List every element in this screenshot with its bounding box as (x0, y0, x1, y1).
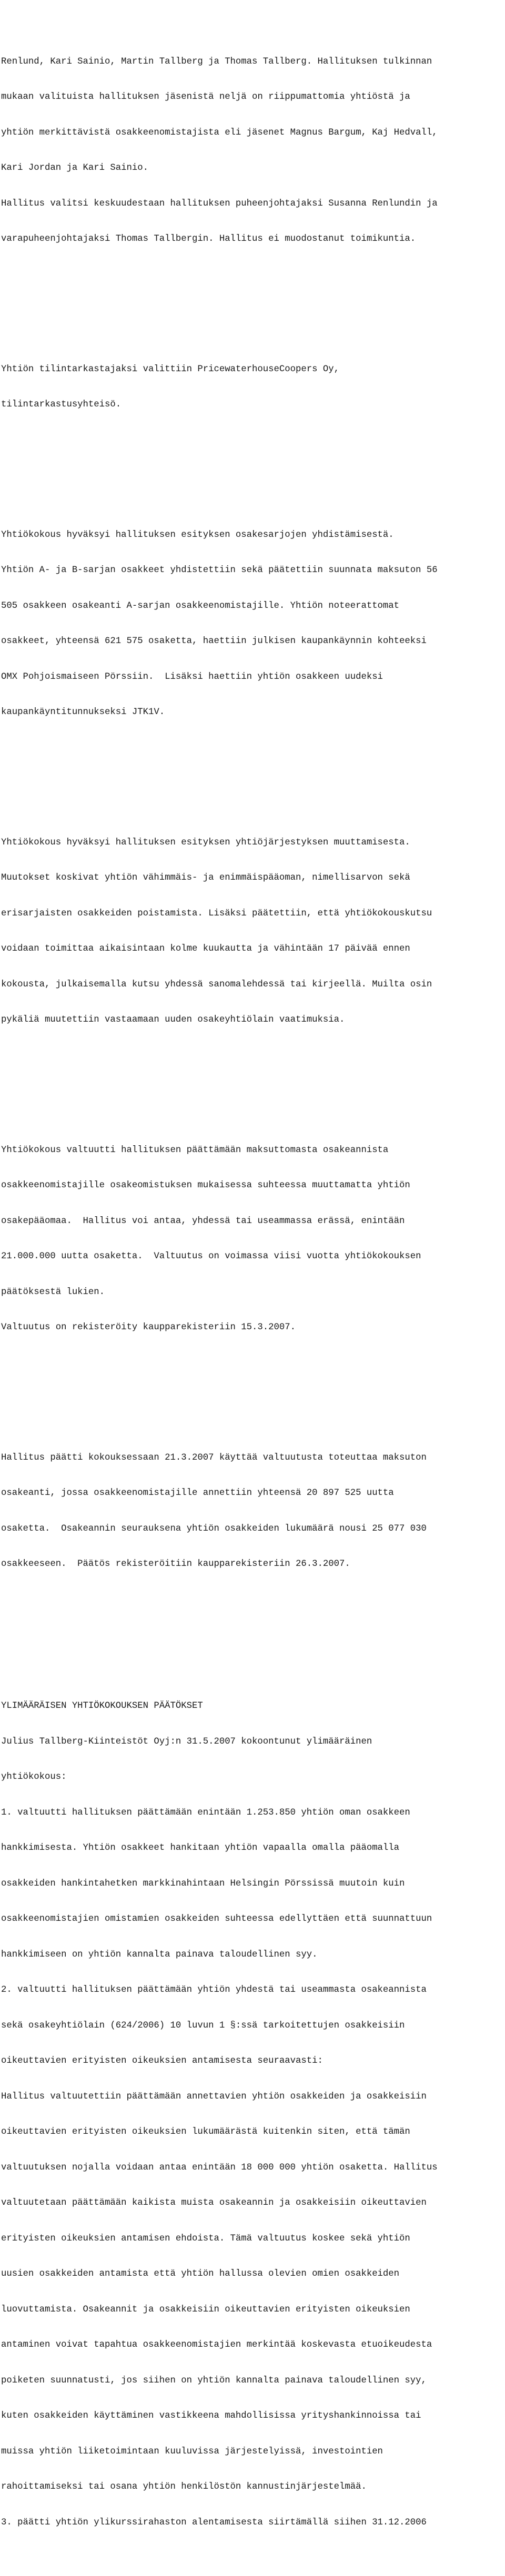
text-line: päätöksestä lukien. (1, 1287, 105, 1297)
text-line: Hallitus valitsi keskuudestaan hallituksen puheenjohtajaksi Susanna Renlundin ja (1, 198, 438, 209)
text-line: osaketta. Osakeannin seurauksena yhtiön osakkeiden lukumäärä nousi 25 077 030 (1, 1523, 427, 1534)
paragraph-share-series (1, 506, 505, 742)
text-line: Yhtiökokous hyväksyi hallituksen esityksen yhtiöjärjestyksen muuttamisesta. (1, 837, 410, 848)
text-line: voidaan toimittaa aikaisintaan kolme kuukautta ja vähintään 17 päivää ennen (1, 944, 410, 954)
text-line: oikeuttavien erityisten oikeuksien antamisesta seuraavasti: (1, 2056, 323, 2066)
text-line: yhtiön merkittävistä osakkeenomistajista eli jäsenet Magnus Bargum, Kaj Hedvall, (1, 127, 438, 138)
text-line: osakkeenomistajien omistamien osakkeiden suhteessa edellyttäen että suunnattuun (1, 1914, 432, 1924)
paragraph-spacer (1, 1074, 505, 1086)
text-line: poiketen suunnatusti, jos siihen on yhtiön kannalta painava taloudellinen syy, (1, 2375, 427, 2386)
text-line: OMX Pohjoismaiseen Pörssiin. Lisäksi haettiin yhtiön osakkeen uudeksi (1, 671, 383, 682)
text-line: Yhtiön tilintarkastajaksi valittiin PricewaterhouseCoopers Oy, (1, 364, 339, 374)
text-line: Hallitus päätti kokouksessaan 21.3.2007 käyttää valtuutusta toteuttaa maksuton (1, 1452, 427, 1463)
text-line: Julius Tallberg-Kiinteistöt Oyj:n 31.5.2007 kokoontunut ylimääräinen (1, 1736, 372, 1747)
text-line: Kari Jordan ja Kari Sainio. (1, 163, 149, 173)
text-line: osakeanti, jossa osakkeenomistajille annettiin yhteensä 20 897 525 uutta (1, 1488, 394, 1498)
text-line: osakepääomaa. Hallitus voi antaa, yhdessä tai useammassa erässä, enintään (1, 1216, 405, 1226)
text-line: varapuheenjohtajaksi Thomas Tallbergin. Hallitus ei muodostanut toimikuntia. (1, 234, 416, 244)
text-line: antaminen voivat tapahtua osakkeenomistajien merkintää koskevasta etuoikeudesta (1, 2340, 432, 2350)
paragraph-bonus-issue-authorization (1, 1121, 505, 1358)
text-line: uusien osakkeiden antamista että yhtiön hallussa olevien omien osakkeiden (1, 2269, 400, 2279)
paragraph-articles-amendment (1, 813, 505, 1050)
paragraph-spacer (1, 293, 505, 305)
text-line: kuten osakkeiden käyttäminen vastikkeena mahdollisissa yrityshankinnoissa tai (1, 2411, 421, 2421)
text-line: osakkeet, yhteensä 621 575 osaketta, haettiin julkisen kaupankäynnin kohteeksi (1, 636, 427, 646)
paragraph-share-issue-decision (1, 1429, 505, 1594)
text-line: osakkeenomistajille osakeomistuksen mukaisessa suhteessa muuttamatta yhtiön (1, 1180, 410, 1190)
text-line: rahoittamiseksi tai osana yhtiön henkilöstön kannustinjärjestelmää. (1, 2482, 367, 2492)
text-line: valtuutuksen nojalla voidaan antaa enintään 18 000 000 yhtiön osaketta. Hallitus (1, 2162, 438, 2173)
text-line: Yhtiökokous hyväksyi hallituksen esityksen osakesarjojen yhdistämisestä. (1, 530, 394, 540)
text-line: 505 osakkeen osakeanti A-sarjan osakkeenomistajille. Yhtiön noteerattomat (1, 600, 400, 611)
text-line: Muutokset koskivat yhtiön vähimmäis- ja enimmäispääoman, nimellisarvon sekä (1, 873, 410, 883)
document-page (1, 0, 505, 2576)
text-line: kokousta, julkaisemalla kutsu yhdessä sanomalehdessä tai kirjeellä. Muilta osin (1, 979, 432, 990)
paragraph-spacer (1, 766, 505, 778)
text-line: luovuttamista. Osakeannit ja osakkeisiin oikeuttavien erityisten oikeuksien (1, 2304, 410, 2315)
text-line: tilintarkastusyhteisö. (1, 400, 122, 410)
text-line: sekä osakeyhtiölain (624/2006) 10 luvun 1 §:ssä tarkoitettujen osakkeisiin (1, 2020, 405, 2031)
text-line: 21.000.000 uutta osaketta. Valtuutus on voimassa viisi vuotta yhtiökokouksen (1, 1251, 421, 1261)
text-line: hankkimisesta. Yhtiön osakkeet hankitaan yhtiön vapaalla omalla pääomalla (1, 1843, 400, 1853)
text-line: kaupankäyntitunnukseksi JTK1V. (1, 707, 165, 717)
paragraph-board-composition (1, 33, 505, 269)
text-line: 2. valtuutti hallituksen päättämään yhtiön yhdestä tai useammasta osakeannista (1, 1985, 427, 1995)
text-line: pykäliä muutettiin vastaamaan uuden osakeyhtiölain vaatimuksia. (1, 1015, 345, 1025)
text-line: valtuutetaan päättämään kaikista muista osakeannin ja osakkeisiin oikeuttavien (1, 2198, 427, 2208)
text-line: muissa yhtiön liiketoimintaan kuuluvissa järjestelyissä, investointien (1, 2446, 383, 2457)
text-line: erityisten oikeuksien antamisen ehdoista. Tämä valtuutus koskee sekä yhtiön (1, 2233, 410, 2244)
text-line: erisarjaisten osakkeiden poistamista. Lisäksi päätettiin, että yhtiökokouskutsu (1, 908, 432, 919)
text-line: 3. päätti yhtiön ylikurssirahaston alentamisesta siirtämällä siihen 31.12.2006 (1, 2517, 427, 2528)
text-line: Renlund, Kari Sainio, Martin Tallberg ja Thomas Tallberg. Hallituksen tulkinnan (1, 56, 432, 67)
text-line: mukaan valituista hallituksen jäsenistä neljä on riippumattomia yhtiöstä ja (1, 92, 410, 102)
text-line: Yhtiön A- ja B-sarjan osakkeet yhdistettiin sekä päätettiin suunnata maksuton 56 (1, 565, 438, 575)
section-heading: YLIMÄÄRÄISEN YHTIÖKOKOUKSEN PÄÄTÖKSET (1, 1701, 203, 1711)
paragraph-spacer (1, 1381, 505, 1393)
text-line: Hallitus valtuutettiin päättämään annettavien yhtiön osakkeiden ja osakkeisiin (1, 2091, 427, 2102)
paragraph-auditor (1, 340, 505, 435)
text-line: Valtuutus on rekisteröity kaupparekisteriin 15.3.2007. (1, 1322, 296, 1332)
text-line: osakkeiden hankintahetken markkinahintaan Helsingin Pörssissä muutoin kuin (1, 1878, 405, 1889)
section-spacer (1, 1618, 505, 1642)
text-line: Yhtiökokous valtuutti hallituksen päättämään maksuttomasta osakeannista (1, 1145, 389, 1155)
paragraph-spacer (1, 459, 505, 471)
text-line: yhtiökokous: (1, 1772, 67, 1782)
text-line: oikeuttavien erityisten oikeuksien lukumäärästä kuitenkin siten, että tämän (1, 2127, 410, 2137)
text-line: hankkimiseen on yhtiön kannalta painava taloudellinen syy. (1, 1949, 318, 1960)
text-line: 1. valtuutti hallituksen päättämään enintään 1.253.850 yhtiön oman osakkeen (1, 1807, 410, 1818)
section-extraordinary-meeting (1, 1677, 505, 2552)
text-line: osakkeeseen. Päätös rekisteröitiin kaupparekisteriin 26.3.2007. (1, 1559, 350, 1569)
